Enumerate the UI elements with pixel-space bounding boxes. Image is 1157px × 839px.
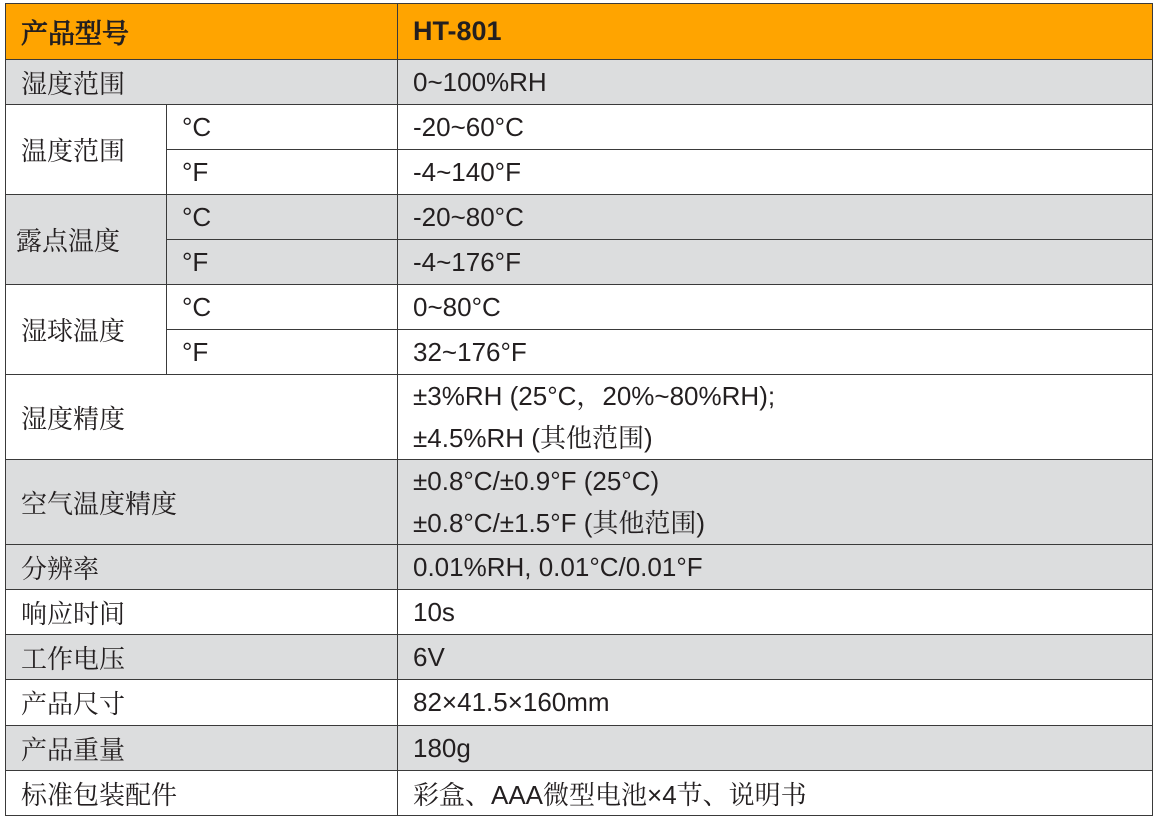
table-row <box>6 105 1153 150</box>
table-row <box>6 195 1153 240</box>
row-label: 响应时间 <box>6 590 398 635</box>
row-label: 产品重量 <box>6 726 398 771</box>
row-label: 湿度精度 <box>6 375 398 460</box>
table-row <box>6 150 1153 195</box>
row-label: 分辨率 <box>6 545 398 590</box>
table-row <box>6 375 1153 460</box>
table-row <box>6 285 1153 330</box>
row-label: 露点温度 <box>6 195 167 285</box>
row-value: -4~140°F <box>398 150 1153 195</box>
row-value: 10s <box>398 590 1153 635</box>
model-label: 产品型号 <box>6 4 398 60</box>
row-value: 32~176°F <box>398 330 1153 375</box>
unit-label: °C <box>167 195 398 240</box>
row-label: 温度范围 <box>6 105 167 195</box>
row-value: -20~80°C <box>398 195 1153 240</box>
table-row <box>6 60 1153 105</box>
unit-label: °C <box>167 105 398 150</box>
table-row <box>6 680 1153 726</box>
row-label: 空气温度精度 <box>6 460 398 545</box>
value-line: ±0.8°C/±0.9°F (25°C) <box>413 466 660 496</box>
row-value: 82×41.5×160mm <box>398 680 1153 726</box>
row-value: 0~80°C <box>398 285 1153 330</box>
spec-table <box>5 3 1153 816</box>
row-value: -4~176°F <box>398 240 1153 285</box>
row-value: 0~100%RH <box>398 60 1153 105</box>
model-value: HT-801 <box>398 4 1153 60</box>
table-row <box>6 771 1153 816</box>
unit-label: °F <box>167 330 398 375</box>
unit-label: °F <box>167 240 398 285</box>
table-row <box>6 460 1153 545</box>
row-label: 产品尺寸 <box>6 680 398 726</box>
value-line: ±4.5%RH (其他范围) <box>413 423 653 453</box>
table-row <box>6 635 1153 680</box>
row-label: 标准包装配件 <box>6 771 398 816</box>
row-value: 0.01%RH, 0.01°C/0.01°F <box>398 545 1153 590</box>
value-line: ±3%RH (25°C，20%~80%RH); <box>413 381 776 411</box>
table-row <box>6 726 1153 771</box>
header-row <box>6 4 1153 60</box>
table-row <box>6 330 1153 375</box>
row-label: 湿度范围 <box>6 60 398 105</box>
unit-label: °C <box>167 285 398 330</box>
row-value: 6V <box>398 635 1153 680</box>
unit-label: °F <box>167 150 398 195</box>
row-value: 180g <box>398 726 1153 771</box>
table-row <box>6 545 1153 590</box>
table-row <box>6 590 1153 635</box>
value-line: ±0.8°C/±1.5°F (其他范围) <box>413 508 706 538</box>
row-value <box>398 460 1153 545</box>
row-label: 工作电压 <box>6 635 398 680</box>
row-value: 彩盒、AAA微型电池×4节、说明书 <box>398 771 1153 816</box>
row-value <box>398 375 1153 460</box>
row-value: -20~60°C <box>398 105 1153 150</box>
row-label: 湿球温度 <box>6 285 167 375</box>
table-row <box>6 240 1153 285</box>
